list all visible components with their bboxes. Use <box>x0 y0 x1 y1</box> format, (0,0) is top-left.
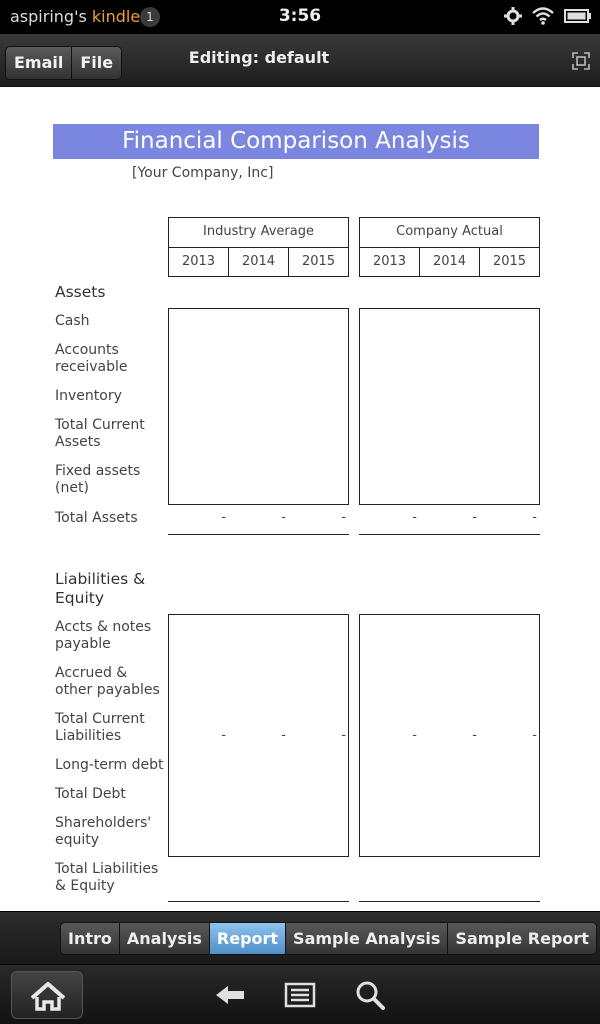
industry-liabilities-data[interactable] <box>168 614 349 857</box>
total-underline <box>168 534 349 535</box>
year-header: 2014 <box>241 254 276 269</box>
row-label-total-liabilities-equity: Total Liabilities & Equity <box>55 861 159 894</box>
brand-name: kindle <box>91 7 141 26</box>
report-title: Financial Comparison Analysis <box>53 124 539 159</box>
year-header: 2013 <box>181 254 216 269</box>
year-header: 2014 <box>432 254 467 269</box>
notification-badge[interactable]: 1 <box>140 7 160 27</box>
year-header: 2013 <box>372 254 407 269</box>
status-bar <box>0 0 600 34</box>
row-label-shareholders-equity: Shareholders' equity <box>55 815 152 848</box>
company-name[interactable]: [Your Company, Inc] <box>132 165 274 181</box>
total-underline <box>359 534 540 535</box>
total-current-liabilities-value: - <box>412 728 417 743</box>
total-current-liabilities-value: - <box>221 728 226 743</box>
wifi-icon <box>532 7 554 25</box>
year-header: 2015 <box>492 254 527 269</box>
sheet-tabs <box>60 922 597 955</box>
app-toolbar <box>0 34 600 87</box>
total-current-liabilities-value: - <box>532 728 537 743</box>
industry-average-header <box>168 217 349 277</box>
total-current-liabilities-value: - <box>341 728 346 743</box>
row-label-total-current-assets: Total Current Assets <box>55 417 145 450</box>
navigation-bar <box>0 964 600 1024</box>
tab-intro[interactable]: Intro <box>61 923 119 954</box>
owner-name: aspiring's <box>10 7 87 26</box>
total-assets-value: - <box>281 510 286 525</box>
year-header: 2015 <box>301 254 336 269</box>
settings-icon[interactable] <box>504 7 522 25</box>
header-divider <box>360 247 539 248</box>
industry-assets-data[interactable] <box>168 308 349 505</box>
row-label-accts-notes-payable: Accts & notes payable <box>55 619 152 652</box>
total-underline <box>359 901 540 902</box>
row-label-total-debt: Total Debt <box>55 786 126 802</box>
total-assets-value: - <box>412 510 417 525</box>
search-icon[interactable] <box>354 979 386 1011</box>
row-label-inventory: Inventory <box>55 388 122 404</box>
liabilities-heading: Liabilities & Equity <box>55 570 146 607</box>
editing-title: Editing: default <box>188 48 330 67</box>
home-button[interactable] <box>11 971 83 1019</box>
total-assets-value: - <box>532 510 537 525</box>
tab-sample-analysis[interactable]: Sample Analysis <box>285 923 447 954</box>
row-label-cash: Cash <box>55 313 90 329</box>
home-icon <box>12 972 84 1020</box>
row-label-total-current-liabilities: Total Current Liabilities <box>55 711 145 744</box>
tab-analysis[interactable]: Analysis <box>119 923 209 954</box>
tab-report[interactable]: Report <box>209 923 285 954</box>
email-button[interactable]: Email <box>6 47 71 79</box>
row-label-long-term-debt: Long-term debt <box>55 757 164 773</box>
row-label-accrued-payables: Accrued & other payables <box>55 665 160 698</box>
total-assets-value: - <box>472 510 477 525</box>
company-actual-label: Company Actual <box>396 224 503 239</box>
clock: 3:56 <box>278 6 322 26</box>
back-icon[interactable] <box>214 979 246 1011</box>
total-current-liabilities-value: - <box>281 728 286 743</box>
sheet-tabs-bar <box>0 911 600 964</box>
total-current-liabilities-value: - <box>472 728 477 743</box>
assets-heading: Assets <box>55 283 106 301</box>
row-label-fixed-assets: Fixed assets (net) <box>55 463 141 496</box>
fullscreen-icon[interactable] <box>572 52 590 70</box>
menu-icon[interactable] <box>284 979 316 1011</box>
row-label-total-assets: Total Assets <box>55 510 138 526</box>
total-underline <box>168 901 349 902</box>
company-assets-data[interactable] <box>359 308 540 505</box>
industry-average-label: Industry Average <box>203 224 314 239</box>
company-actual-header <box>359 217 540 277</box>
file-button[interactable]: File <box>71 47 121 79</box>
row-label-accounts-receivable: Accounts receivable <box>55 342 128 375</box>
total-assets-value: - <box>341 510 346 525</box>
document-view[interactable] <box>0 88 600 911</box>
battery-icon <box>564 8 592 24</box>
header-divider <box>169 247 348 248</box>
tab-sample-report[interactable]: Sample Report <box>447 923 596 954</box>
company-liabilities-data[interactable] <box>359 614 540 857</box>
total-assets-value: - <box>221 510 226 525</box>
